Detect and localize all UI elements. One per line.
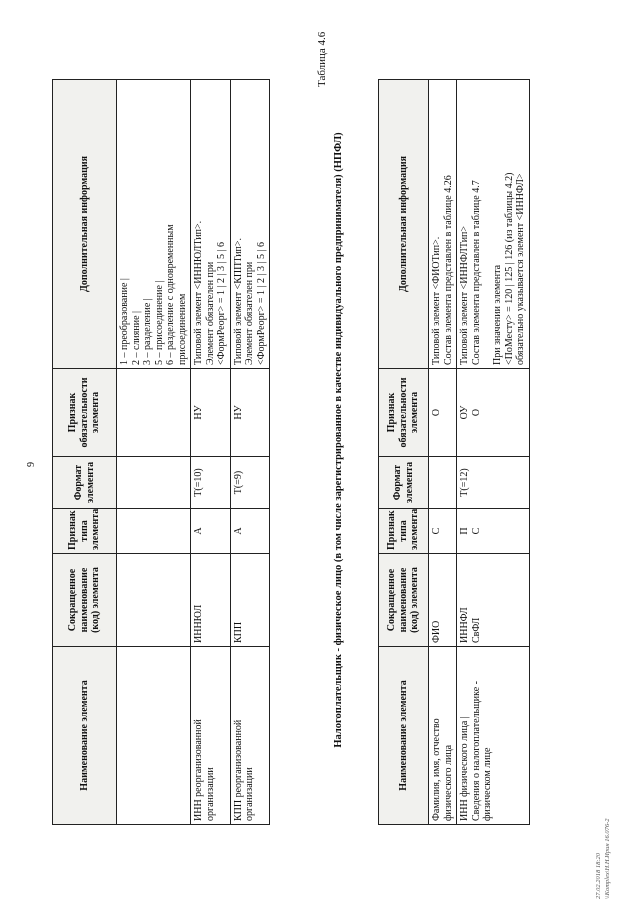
- cell-line: Типовой элемент <ФИОТип>.: [431, 236, 442, 365]
- cell-name: [191, 647, 231, 825]
- cell-line: [119, 650, 129, 821]
- cell-line: О: [470, 408, 482, 417]
- col-header-code: Сокращенное наименование (код) элемента: [53, 554, 117, 647]
- cell-line: НУ: [232, 405, 244, 420]
- cell-code: [457, 554, 530, 647]
- cell-line: 2 – слияние |: [130, 310, 142, 365]
- col-header-required: Признак обязательности элемента: [379, 369, 429, 457]
- cell-line: ИНН реорганизованной: [193, 719, 204, 821]
- cell-type: [429, 509, 457, 554]
- file-stamp-line: 27.02.2018 18:20: [595, 852, 602, 899]
- cell-line: T(=10): [193, 468, 204, 497]
- cell-line: Состав элемента представлен в таблице 4.26: [442, 175, 454, 365]
- cell-line: При значении элемента: [492, 264, 503, 365]
- col-header-type: Признак типа элемента: [379, 509, 429, 554]
- cell-code: [191, 554, 231, 647]
- cell-line: КПП: [232, 621, 244, 643]
- cell-line: СвФЛ: [470, 617, 482, 643]
- cell-line: Фамилия, имя, отчество: [431, 718, 442, 821]
- cell-req: [117, 369, 191, 457]
- cell-info: [117, 80, 191, 369]
- cell-line: T(=9): [232, 470, 244, 495]
- cell-req: [230, 369, 270, 457]
- cell-line: [482, 83, 492, 365]
- cell-line: Типовой элемент <ИННЮЛТип>.: [193, 220, 204, 365]
- cell-line: О: [431, 408, 442, 417]
- table-individual-taxpayer: [378, 79, 530, 825]
- cell-line: [119, 512, 129, 550]
- cell-line: ИННЮЛ: [193, 604, 204, 643]
- col-header-name: Наименование элемента: [379, 647, 429, 825]
- cell-line: [119, 372, 129, 453]
- cell-line: А: [232, 527, 244, 535]
- cell-code: [117, 554, 191, 647]
- cell-line: [431, 460, 441, 505]
- cell-line: ИННФЛ: [459, 607, 470, 643]
- table-caption: Таблица 4.6: [316, 31, 328, 87]
- cell-format: [230, 457, 270, 509]
- cell-line: А: [193, 527, 204, 535]
- cell-line: <ФормРеорг> = 1 | 2 | 3 | 5 | 6: [255, 242, 267, 365]
- cell-line: физическом лице: [482, 747, 493, 821]
- cell-format: [191, 457, 231, 509]
- col-header-format: Формат элемента: [53, 457, 117, 509]
- cell-line: [119, 460, 129, 505]
- cell-line: физического лица: [442, 744, 454, 821]
- cell-line: ОУ: [459, 405, 470, 420]
- cell-format: [117, 457, 191, 509]
- cell-req: [457, 369, 530, 457]
- cell-line: ИНН физического лица |: [459, 716, 470, 821]
- cell-line: П: [459, 527, 470, 535]
- cell-info: [429, 80, 457, 369]
- table-title: Налогоплательщик - физическое лицо (в том числе зарегистрированное в качестве индивидуального предпринимателя) (НПФЛ): [333, 132, 344, 748]
- cell-info: [230, 80, 270, 369]
- cell-line: [471, 460, 481, 505]
- file-stamp: [594, 749, 612, 899]
- cell-line: Типовой элемент <КППТип>.: [232, 237, 244, 365]
- cell-line: обязательно указывается элемент <ИННФЛ>: [515, 173, 526, 365]
- table-row: [230, 80, 270, 825]
- table-reorganization: [52, 79, 270, 825]
- cell-line: 5 – присоединение |: [153, 280, 165, 365]
- table-row: [429, 80, 457, 825]
- col-header-info: Дополнительная информация: [53, 80, 117, 369]
- cell-line: 1 – преобразование |: [119, 278, 130, 365]
- cell-name: [230, 647, 270, 825]
- cell-line: организации: [244, 767, 255, 821]
- cell-line: НУ: [193, 405, 204, 420]
- cell-line: [119, 557, 129, 643]
- cell-req: [191, 369, 231, 457]
- cell-info: [457, 80, 530, 369]
- cell-code: [429, 554, 457, 647]
- cell-line: Сведения о налогоплательщике -: [470, 681, 482, 821]
- col-header-required: Признак обязательности элемента: [53, 369, 117, 457]
- cell-line: С: [431, 527, 442, 535]
- col-header-type: Признак типа элемента: [53, 509, 117, 554]
- cell-line: С: [470, 527, 482, 535]
- header-row: [379, 80, 429, 825]
- cell-name: [457, 647, 530, 825]
- cell-line: T(=12): [459, 468, 470, 497]
- cell-line: <ФормРеорг> = 1 | 2 | 3 | 5 | 6: [216, 242, 227, 365]
- cell-name: [117, 647, 191, 825]
- cell-format: [457, 457, 530, 509]
- cell-code: [230, 554, 270, 647]
- cell-line: <ПоМесту> = 120 | 125 | 126 (из таблицы 4.2): [503, 172, 515, 365]
- cell-type: [191, 509, 231, 554]
- cell-type: [230, 509, 270, 554]
- cell-type: [117, 509, 191, 554]
- col-header-code: Сокращенное наименование (код) элемента: [379, 554, 429, 647]
- cell-line: КПП реорганизованной: [232, 719, 244, 821]
- cell-req: [429, 369, 457, 457]
- col-header-info: Дополнительная информация: [379, 80, 429, 369]
- file-stamp-line: \\Komplex\H.H.Ирин 16.076-2: [604, 818, 611, 899]
- cell-type: [457, 509, 530, 554]
- cell-line: ФИО: [431, 620, 442, 643]
- cell-line: Состав элемента представлен в таблице 4.7: [470, 180, 482, 365]
- cell-line: Элемент обязателен при: [244, 261, 255, 365]
- table-row: [191, 80, 231, 825]
- cell-line: Типовой элемент <ИННФЛТип>: [459, 225, 470, 365]
- cell-line: 6 – разделение с одновременным: [165, 224, 176, 365]
- col-header-format: Формат элемента: [379, 457, 429, 509]
- table-row: [117, 80, 191, 825]
- cell-line: организации: [204, 767, 216, 821]
- cell-name: [429, 647, 457, 825]
- page-number: 9: [26, 462, 37, 467]
- cell-line: 3 – разделение |: [142, 298, 153, 365]
- cell-info: [191, 80, 231, 369]
- table-row: [457, 80, 530, 825]
- cell-format: [429, 457, 457, 509]
- header-row: [53, 80, 117, 825]
- cell-line: присоединением: [176, 293, 188, 365]
- col-header-name: Наименование элемента: [53, 647, 117, 825]
- cell-line: Элемент обязателен при: [204, 261, 216, 365]
